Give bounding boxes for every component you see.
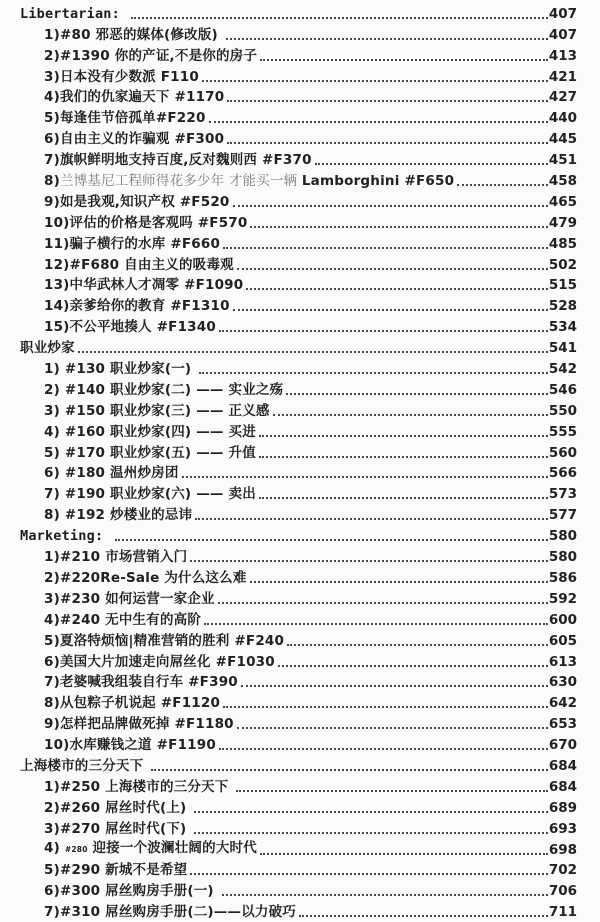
entry-title-segment: 9)如是我观,知识产权 #F520 — [44, 193, 230, 210]
entry-title-segment: 9)怎样把品牌做死掉 #F1180 — [44, 716, 234, 733]
entry-title — [44, 110, 206, 126]
entry-title-segment: 11)骗子横行的水库 #F660 — [44, 235, 221, 252]
page-number: 566 — [548, 465, 577, 482]
dot-leader — [115, 539, 548, 541]
page-number: 580 — [548, 528, 577, 545]
page-number: 693 — [548, 820, 577, 837]
entry-title-segment: Lamborghini #F650 — [301, 173, 455, 190]
entry-title — [44, 277, 243, 293]
page-number: 600 — [548, 611, 577, 628]
dot-leader — [190, 873, 547, 875]
entry-title-segment: 5)每逢佳节倍孤单#F220 — [44, 110, 206, 127]
entry-title-segment: Libertarian: — [20, 5, 129, 22]
page-number: 653 — [548, 716, 577, 733]
dot-leader — [259, 435, 548, 437]
entry-title-segment: 6)自由主义的诈骗观 #F300 — [44, 131, 225, 148]
toc-item-row — [20, 483, 577, 504]
dot-leader — [273, 414, 548, 416]
entry-title-segment: 6)#300 屌丝购房手册(一) — [44, 883, 219, 900]
entry-title-segment: 1) #130 职业炒家(一) — [44, 361, 197, 378]
entry-title — [44, 883, 219, 899]
page-number: 465 — [548, 193, 577, 210]
page-number: 451 — [548, 152, 577, 169]
dot-leader — [223, 247, 548, 249]
entry-title — [44, 654, 275, 670]
page-number: 689 — [548, 799, 577, 816]
entry-title — [44, 840, 257, 858]
entry-title-segment: 4) — [44, 839, 65, 856]
toc-item-row — [20, 463, 577, 484]
dot-leader — [182, 476, 548, 478]
entry-title — [44, 612, 201, 628]
entry-title-segment: 15)不公平地揍人 #F1340 — [44, 319, 216, 336]
entry-title-segment: 7)老婆喊我组装自行车 #F390 — [44, 674, 238, 691]
page-number: 445 — [548, 131, 577, 148]
page-number: 440 — [548, 110, 577, 127]
page-number: 550 — [548, 402, 577, 419]
toc-item-row — [20, 191, 577, 212]
entry-title-segment: 3)日本没有少数派 F110 — [44, 68, 199, 85]
toc-item-row — [20, 839, 577, 860]
toc-item-row — [20, 275, 577, 296]
toc-item-row — [20, 672, 577, 693]
page-number: 560 — [548, 444, 577, 461]
page-number: 684 — [548, 778, 577, 795]
entry-title-segment: 2) #140 职业炒家(二) —— 实业之殇 — [44, 381, 284, 398]
toc-item-row — [20, 860, 577, 881]
page-number: 407 — [548, 26, 577, 43]
dot-leader — [299, 915, 548, 917]
entry-title — [44, 194, 230, 210]
page-number: 413 — [548, 47, 577, 64]
entry-title-segment: 1)#80 邪恶的媒体(修改版) — [44, 26, 223, 43]
toc-item-row — [20, 880, 577, 901]
dot-leader — [250, 581, 548, 583]
page-number: 642 — [548, 695, 577, 712]
entry-title — [20, 340, 75, 356]
dot-leader — [151, 769, 548, 771]
dot-leader — [236, 790, 547, 792]
entry-title-segment: 3)#230 如何运营一家企业 — [44, 590, 215, 607]
dot-leader — [209, 121, 548, 123]
page-number: 577 — [548, 507, 577, 524]
toc-item-row — [20, 170, 577, 191]
entry-title-segment: 1)#250 上海楼市的三分天下 — [44, 778, 234, 795]
entry-title-segment: 职业炒家 — [20, 340, 75, 357]
page-number: 580 — [548, 549, 577, 566]
toc-item-row — [20, 316, 577, 337]
entry-title-segment: 7)旗帜鲜明地支持百度,反对魏则西 #F370 — [44, 152, 312, 169]
page-number: 592 — [548, 590, 577, 607]
entry-title — [20, 6, 128, 22]
toc-item-row — [20, 212, 577, 233]
entry-title — [44, 403, 270, 419]
entry-title — [44, 257, 234, 273]
page-number: 555 — [548, 423, 577, 440]
page-number: 421 — [548, 68, 577, 85]
page-number: 605 — [548, 632, 577, 649]
entry-title-segment: 8) — [44, 173, 60, 190]
entry-title — [44, 821, 191, 837]
toc-item-row — [20, 233, 577, 254]
dot-leader — [457, 184, 548, 186]
entry-title-segment: 13)中华武林人才凋零 #F1090 — [44, 277, 244, 294]
entry-title-segment: 6) #180 温州炒房团 — [44, 465, 179, 482]
dot-leader — [219, 330, 548, 332]
entry-title — [44, 236, 220, 252]
entry-title — [44, 27, 223, 43]
entry-title — [44, 215, 247, 231]
toc-item-row — [20, 295, 577, 316]
toc-item-row — [20, 107, 577, 128]
entry-title — [44, 319, 216, 335]
toc-item-row — [20, 87, 577, 108]
dot-leader — [246, 288, 547, 290]
dot-leader — [78, 351, 548, 353]
entry-title — [44, 152, 312, 168]
entry-title-segment: 3) #150 职业炒家(三) —— 正义感 — [44, 402, 270, 419]
entry-title — [44, 633, 284, 649]
toc-item-row — [20, 442, 577, 463]
toc-item-row — [20, 24, 577, 45]
entry-title-segment: 8)从包粽子机说起 #F1120 — [44, 695, 221, 712]
toc-item-row — [20, 734, 577, 755]
page-number: 515 — [548, 277, 577, 294]
dot-leader — [190, 560, 547, 562]
page-number: 670 — [548, 737, 577, 754]
entry-title — [44, 424, 256, 440]
entry-title — [20, 528, 112, 544]
dot-leader — [131, 17, 548, 19]
dot-leader — [233, 205, 548, 207]
entry-title-segment: 4) #160 职业炒家(四) —— 买进 — [44, 423, 256, 440]
entry-title — [44, 382, 283, 398]
dot-leader — [259, 497, 548, 499]
entry-title — [44, 69, 199, 85]
page-number: 407 — [548, 5, 577, 22]
dot-leader — [237, 268, 548, 270]
dot-leader — [204, 623, 548, 625]
toc-item-row — [20, 776, 577, 797]
page-number: 698 — [548, 841, 577, 858]
dot-leader — [222, 894, 548, 896]
dot-leader — [218, 602, 548, 604]
entry-title — [44, 173, 454, 189]
page-number: 427 — [548, 89, 577, 106]
entry-title — [44, 507, 192, 523]
entry-title-segment: 4)#240 无中生有的高阶 — [44, 611, 202, 628]
toc-section-row — [20, 3, 577, 24]
entry-title-segment: 2)#220Re-Sale 为什么这么难 — [44, 569, 247, 586]
entry-title — [44, 445, 256, 461]
entry-title-segment: 10)评估的价格是客观吗 #F570 — [44, 214, 248, 231]
page-number: 528 — [548, 298, 577, 315]
page-number: 534 — [548, 319, 577, 336]
toc-item-row — [20, 797, 577, 818]
entry-title-segment: 5)夏洛特烦恼|精准营销的胜利 #F240 — [44, 632, 285, 649]
toc-item-row — [20, 504, 577, 525]
page-number: 479 — [548, 214, 577, 231]
toc-item-row — [20, 66, 577, 87]
dot-leader — [260, 59, 548, 61]
toc-item-row — [20, 901, 577, 922]
entry-title — [20, 758, 148, 774]
dot-leader — [227, 142, 548, 144]
entry-title-segment: 7) #190 职业炒家(六) —— 卖出 — [44, 486, 256, 503]
entry-title-segment: 10)水库赚钱之道 #F1190 — [44, 737, 216, 754]
entry-title — [44, 486, 256, 502]
entry-title — [44, 89, 224, 105]
entry-title-segment: 4)我们的仇家遍天下 #1170 — [44, 89, 225, 106]
entry-title-segment: 12)#F680 自由主义的吸毒观 — [44, 256, 234, 273]
toc-item-row — [20, 149, 577, 170]
dot-leader — [237, 727, 548, 729]
entry-title-segment: #280 — [64, 844, 88, 854]
dot-leader — [259, 456, 548, 458]
dot-leader — [250, 226, 547, 228]
dot-leader — [233, 309, 548, 311]
entry-title-segment: 7)#310 屌丝购房手册(二)——以力破巧 — [44, 904, 296, 921]
dot-leader — [226, 38, 548, 40]
entry-title — [44, 298, 230, 314]
entry-title — [44, 361, 196, 377]
entry-title — [44, 695, 220, 711]
dot-leader — [219, 748, 548, 750]
dot-leader — [315, 163, 548, 165]
toc-item-row — [20, 379, 577, 400]
entry-title-segment: Marketing: — [20, 528, 112, 545]
entry-title-segment: 2)#1390 你的产证,不是你的房子 — [44, 47, 258, 64]
entry-title-segment: 5)#290 新城不是希望 — [44, 862, 188, 879]
entry-title-segment: 14)亲爹给你的教育 #F1310 — [44, 298, 230, 315]
toc-item-row — [20, 254, 577, 275]
entry-title — [44, 737, 216, 753]
page-number: 502 — [548, 256, 577, 273]
toc-item-row — [20, 421, 577, 442]
entry-title-segment: 1)#210 市场营销入门 — [44, 549, 188, 566]
toc-item-row — [20, 818, 577, 839]
entry-title — [44, 716, 234, 732]
dot-leader — [194, 811, 548, 813]
dot-leader — [260, 853, 548, 855]
entry-title-segment: 迎接一个波澜壮阔的大时代 — [87, 839, 257, 856]
page-number: 546 — [548, 381, 577, 398]
page-number: 541 — [548, 340, 577, 357]
entry-title-segment: 5) #170 职业炒家(五) —— 升值 — [44, 444, 256, 461]
toc-section-row — [20, 525, 577, 546]
entry-title — [44, 800, 191, 816]
page-number: 573 — [548, 486, 577, 503]
dot-leader — [199, 372, 548, 374]
toc-section-row — [20, 755, 577, 776]
dot-leader — [194, 832, 548, 834]
page-number: 613 — [548, 653, 577, 670]
dot-leader — [278, 665, 548, 667]
page-number: 684 — [548, 757, 577, 774]
toc-item-row — [20, 588, 577, 609]
page-number: 542 — [548, 361, 577, 378]
page-number: 586 — [548, 569, 577, 586]
toc-item-row — [20, 358, 577, 379]
entry-title — [44, 48, 257, 64]
entry-title — [44, 465, 179, 481]
dot-leader — [195, 518, 548, 520]
entry-title — [44, 131, 224, 147]
page-number: 485 — [548, 235, 577, 252]
toc-item-row — [20, 651, 577, 672]
toc-section-row — [20, 337, 577, 358]
entry-title-segment: 6)美国大片加速走向屌丝化 #F1030 — [44, 653, 275, 670]
page-number: 458 — [548, 173, 577, 190]
entry-title-segment: 8) #192 炒楼业的忌讳 — [44, 507, 193, 524]
page-number: 630 — [548, 674, 577, 691]
toc-item-row — [20, 713, 577, 734]
toc-item-row — [20, 609, 577, 630]
entry-title — [44, 779, 233, 795]
toc-item-row — [20, 400, 577, 421]
toc-item-row — [20, 692, 577, 713]
page-number: 711 — [548, 904, 577, 921]
entry-title — [44, 591, 215, 607]
dot-leader — [227, 100, 547, 102]
dot-leader — [287, 644, 548, 646]
dot-leader — [241, 685, 548, 687]
entry-title-segment: 3)#270 屌丝时代(下) — [44, 820, 192, 837]
dot-leader — [202, 80, 548, 82]
toc-item-row — [20, 128, 577, 149]
page-number: 706 — [548, 883, 577, 900]
toc-item-row — [20, 546, 577, 567]
entry-title-segment: 2)#260 屌丝时代(上) — [44, 799, 192, 816]
toc-item-row — [20, 45, 577, 66]
entry-title — [44, 674, 238, 690]
entry-title — [44, 904, 296, 920]
entry-title-segment: 上海楼市的三分天下 — [20, 757, 149, 774]
entry-title — [44, 570, 247, 586]
toc-item-row — [20, 567, 577, 588]
page-number: 702 — [548, 862, 577, 879]
dot-leader — [286, 393, 548, 395]
entry-title — [44, 549, 187, 565]
dot-leader — [223, 706, 548, 708]
toc-item-row — [20, 630, 577, 651]
entry-title — [44, 862, 187, 878]
entry-title-segment: 兰博基尼工程师得花多少年 才能买一辆 — [59, 173, 302, 190]
